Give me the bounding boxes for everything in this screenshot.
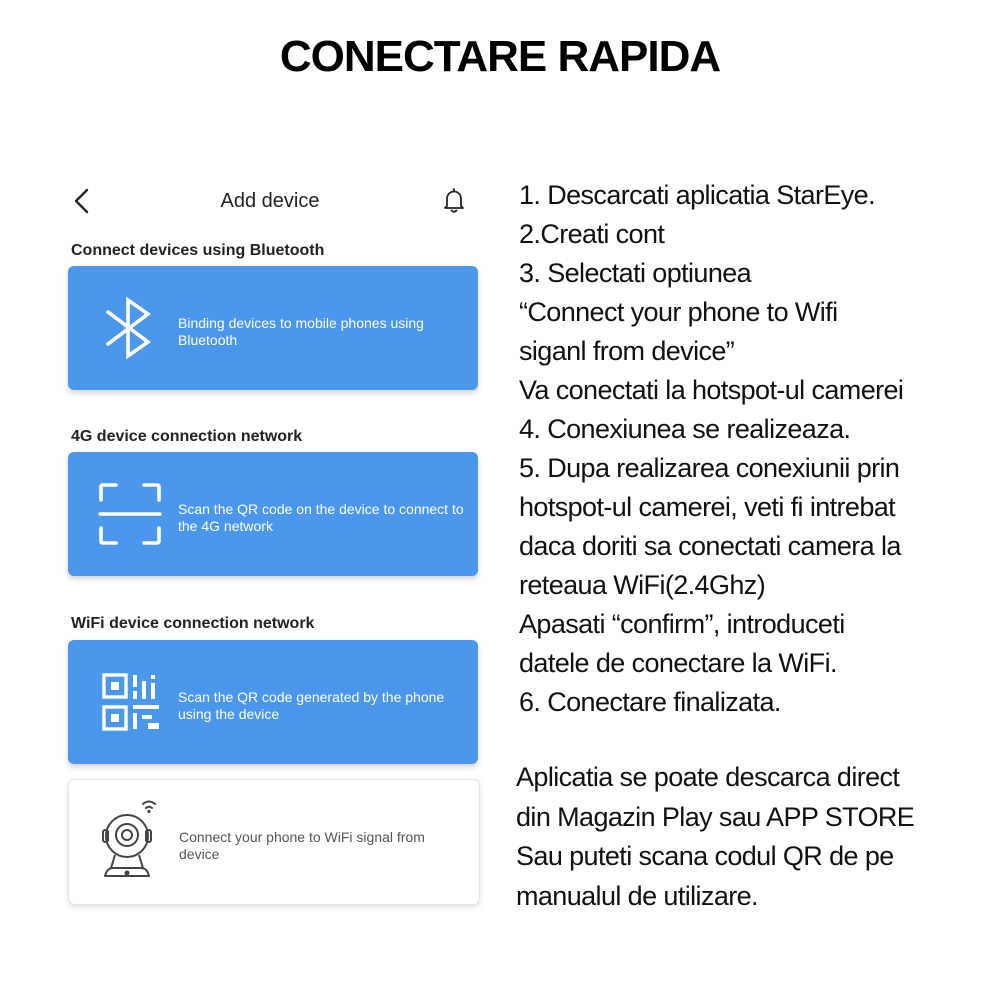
instruction-line: 1. Descarcati aplicatia StarEye.	[519, 180, 875, 210]
download-note	[516, 758, 996, 916]
scan-frame-icon	[98, 482, 162, 551]
scan-phone-qr-card-text: Scan the QR code generated by the phone using the device	[178, 689, 445, 722]
instruction-line: daca doriti sa conectati camera la	[519, 531, 901, 561]
header-title: Add device	[220, 190, 320, 212]
section-label-4g: 4G device connection network	[71, 428, 303, 445]
download-note-line: manualul de utilizare.	[516, 880, 758, 911]
camera-wifi-icon	[99, 798, 169, 891]
instruction-line: siganl from device”	[519, 336, 735, 366]
instruction-line: Va conectati la hotspot-ul camerei	[519, 375, 904, 405]
instruction-line: 2.Creati cont	[519, 219, 665, 249]
download-note-line: Aplicatia se poate descarca direct	[516, 762, 900, 792]
bluetooth-icon	[104, 296, 154, 365]
scan-4g-card-text: Scan the QR code on the device to connect to the 4G network	[178, 501, 464, 534]
instruction-line: Apasati “confirm”, introduceti	[519, 609, 845, 639]
section-label-wifi: WiFi device connection network	[71, 615, 315, 632]
download-note-line: Sau puteti scana codul QR de pe	[516, 841, 894, 871]
section-label-bluetooth: Connect devices using Bluetooth	[71, 242, 325, 259]
instruction-line: datele de conectare la WiFi.	[519, 648, 837, 678]
instructions	[519, 176, 989, 722]
instruction-line: 6. Conectare finalizata.	[519, 687, 781, 717]
instruction-line: 5. Dupa realizarea conexiunii prin	[519, 453, 900, 483]
bluetooth-binding-card[interactable]	[68, 266, 478, 390]
page-title: CONECTARE RAPIDA	[279, 32, 721, 81]
download-note-line: din Magazin Play sau APP STORE	[516, 801, 915, 832]
instruction-line: 3. Selectati optiunea	[519, 258, 752, 288]
scan-4g-card[interactable]	[68, 452, 478, 576]
scan-phone-qr-card[interactable]	[68, 640, 478, 764]
qr-code-icon	[102, 673, 160, 736]
bluetooth-card-text: Binding devices to mobile phones using Bluetooth	[178, 315, 424, 348]
instruction-line: reteaua WiFi(2.4Ghz)	[519, 570, 766, 600]
instruction-line: 4. Conexiunea se realizeaza.	[519, 414, 851, 444]
bell-icon[interactable]	[442, 188, 466, 214]
instruction-line: hotspot-ul camerei, veti fi intrebat	[519, 492, 896, 522]
connect-wifi-from-device-card[interactable]	[68, 779, 480, 905]
instruction-line: “Connect your phone to Wifi	[519, 297, 838, 327]
app-header	[60, 176, 480, 226]
connect-wifi-card-text: Connect your phone to WiFi signal from device	[179, 829, 425, 862]
